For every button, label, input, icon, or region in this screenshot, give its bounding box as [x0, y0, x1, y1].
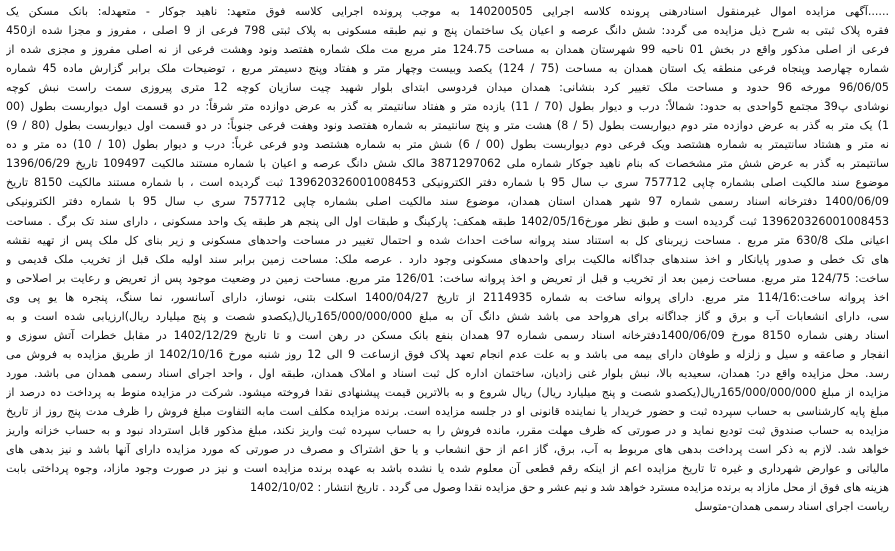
notice-line: های تک خطی و صدور پایانکار و اخذ سندهای جداگانه مالکیت برای واحدهای مسکونی وجود دارد . عرصه ملک: مساحت زمین برابر سند اولیه ملک قبل از تخریب ملک قدیمی و	[6, 252, 889, 266]
auction-notice-text	[6, 2, 889, 516]
notice-line: 96/06/05 مورخه 96 حدود و مساحت ملک تغییر کرد بنشانی: همدان میدان فردوسی ابتدای بلوار شهید چیت سازیان کوچه 12 متری پیروزی سمت راست نبش کوچه	[6, 81, 889, 95]
notice-line: نه متر و هشتاد سانتیمتر به شماره هشتصد ویک فرعی دوم دیواربست بطول (00 / 6) شش متر به شماره هشتصد ودو فرعی غرباً: درب و دیوار بطول (10 / 10) ده متر و ده	[6, 138, 889, 152]
notice-line: رسد. محل مزایده واقع در: همدان، سعیدیه بالا، نبش بلوار غنی زادیان، ساختمان اداره کل ثبت اسناد و املاک همدان، طبقه اول ، واحد اجرای اسناد رسمی همدان می باشد. مورد	[6, 366, 889, 380]
notice-line: اعیانی ملک 630/8 متر مربع . مساحت زیربنای کل به استناد سند پروانه ساخت احداث شده و احتمال تغییر در مساحت واحدهای مسکونی و زیر بنای کل ملک پس از تهیه نقشه	[6, 233, 889, 247]
notice-line: هزینه های فوق از محل مازاد به برنده مزایده مسترد خواهد شد و نیم عشر و حق مزایده نقدا وصول می گردد . تاریخ انتشار : 1402/10/02	[249, 481, 889, 495]
notice-line: خواهد شد. لازم به ذکر است پرداخت بدهی های مربوط به آب، برق، گاز اعم از حق انشعاب و یا حق اشتراک و مصرف در صورتی که مورد مزایده دارای آنها باشد و نیز بدهی های	[6, 443, 889, 457]
notice-line: موضوع سند مالکیت اصلی بشماره چاپی 757712 سری ب سال 95 با شماره دفتر الکترونیکی 139620326001008453 ثبت گردیده است ، با شماره مستند مالکیت 8150 تاریخ	[6, 176, 889, 190]
notice-line: ساخت: 124/75 متر مربع. مساحت زمین بعد از تخریب و قبل از تعریض و اخذ پروانه ساخت: 126/01 متر مربع. مساحت زمین در وضعیت موجود پس از تعریض و رعایت بر اصلاحی و	[6, 271, 889, 285]
notice-line: مزایده از مبلغ 165/000/000/000ریال(یکصدو شصت و پنج میلیارد ریال) ریال شروع و به بالاترین قیمت پیشنهادی نقدا فروخته میشود. شرکت در مزایده منوط به پرداخت ده درصد از	[6, 385, 889, 399]
notice-line: مالیاتی و عوارض شهرداری و غیره تا تاریخ مزایده اعم از اینکه رقم قطعی آن معلوم شده یا نشده باشد به عهده برنده مزایده است و نیز در صورت وجود مازاد، وجوه پرداختی بابت	[6, 462, 889, 476]
notice-line: مزایده به حساب صندوق ثبت تودیع نماید و در صورتی که ظرف مهلت مقرر، مانده فروش را به حساب سپرده ثبت واریز نکند، مبلغ مذکور قابل استرداد نبود و به حساب خزانه واریز	[6, 424, 889, 438]
notice-line: انفجار و صاعقه و سیل و زلزله و طوفان دارای بیمه می باشد و به علت عدم انجام تعهد پلاک فوق ازساعت 9 الی 12 روز شنبه مورخ 1402/10/16 از طریق مزایده به فروش می	[6, 347, 889, 361]
notice-line: شماره چهارصد وپنجاه فرعی منطقه یک استان همدان به مساحت (75 / 124) یکصد وبیست وچهار متر و هفتاد وپنج دسیمتر مربع ، توضیحات ملک برابر گزارش ماده 45 شماره	[6, 62, 889, 76]
notice-line: رياست اجرای اسناد رسمی همدان-متوسل	[694, 500, 889, 514]
notice-line: سی، دارای انشعابات آب و برق و گاز جداگانه برای هرواحد می باشد شش دانگ آن به مبلغ 165/000/000/000ریال(یکصدو شصت و پنج میلیارد ریال)ارزیابی شده است و به	[6, 309, 889, 323]
notice-line: اسناد رهنی شماره 8150 مورخ 1400/06/09دفترخانه اسناد رسمی شماره 97 همدان بنفع بانک مسکن در رهن است و تا تاریخ 1402/12/29 در مقابل خطرات آتش سوزی و	[6, 328, 889, 342]
notice-line: فرعی از اصلی مذکور واقع در بخش 01 ناحیه 99 شهرستان همدان به مساحت 124.75 متر مربع مت ملک شماره هفتصد ونود وهشت فرعی از نه اصلی مفروز و مجزی شده از	[6, 43, 889, 57]
notice-line: 1400/06/09 دفترخانه اسناد رسمی شماره 97 شهر همدان استان همدان، موضوع سند مالکیت اصلی بشماره چاپی 757712 سری ب سال 95 با شماره دفتر الکترونیکی	[6, 195, 889, 209]
notice-line: مبلغ پایه کارشناسی به حساب سپرده ثبت و حضور خریدار یا نماینده قانونی او در جلسه مزایده است. برنده مزایده مکلف است مابه التفاوت مبلغ فروش را ظرف مدت پنج روز از تاریخ	[6, 404, 889, 418]
notice-line: فقره پلاک ثبتی به شرح ذیل مزایده می گردد: شش دانگ عرصه و اعیان یک ساختمان پنج و نیم طبقه مسکونی به پلاک ثبتی 798 فرعی از 9 اصلی ، مفروز و مجزا شده از450	[6, 24, 889, 38]
notice-line: ......آگهی مزایده اموال غیرمنقول اسنادرهنی پرونده کلاسه اجرایی 140200505 به موجب پرونده اجرایی کلاسه فوق متعهد: ناهید جوکار - متعهدله: بانک مسکن یک	[6, 5, 889, 18]
notice-line: اخذ پروانه ساخت:114/16 متر مربع. دارای پروانه ساخت به شماره 2114935 از تاریخ 1400/04/27 اسکلت بتنی، نوساز، دارای آسانسور، نما سنگ، پنجره ها یو پی وی	[6, 290, 889, 304]
notice-line: 139620326001008453 ثبت گردیده است و طبق نظر مورخ1402/05/16 طبقه همکف: پارکینگ و طبقات اول الی پنجم هر طبقه یک واحد مسکونی ، دارای سند تک برگ . مساحت	[6, 214, 889, 228]
notice-line: نوشادی پ39 مجتمع 5واحدی به حدود: شمالاً: درب و دیوار بطول (70 / 11) یازده متر و هفتاد سانتیمتر به گذر به عرض دوازده متر شرقاً: در دو قسمت اول دیواربست بطول (00	[6, 100, 889, 114]
notice-line: 1) یک متر به گذر به عرض دوازده متر دوم دیواربست بطول (5 / 8) هشت متر و پنج سانتیمتر به شماره هفتصد ونود وهفت فرعی جنوباً: در دو قسمت اول دیواربست بطول (80 / 9)	[6, 119, 889, 133]
notice-line: سانتیمتر به گذر به عرض شش متر مشخصات که بنام ناهید جوکار شماره ملی 3871297062 مالک شش دانگ عرصه و اعیان با شماره مستند مالکیت 109497 تاریخ 1396/06/29	[6, 157, 889, 171]
